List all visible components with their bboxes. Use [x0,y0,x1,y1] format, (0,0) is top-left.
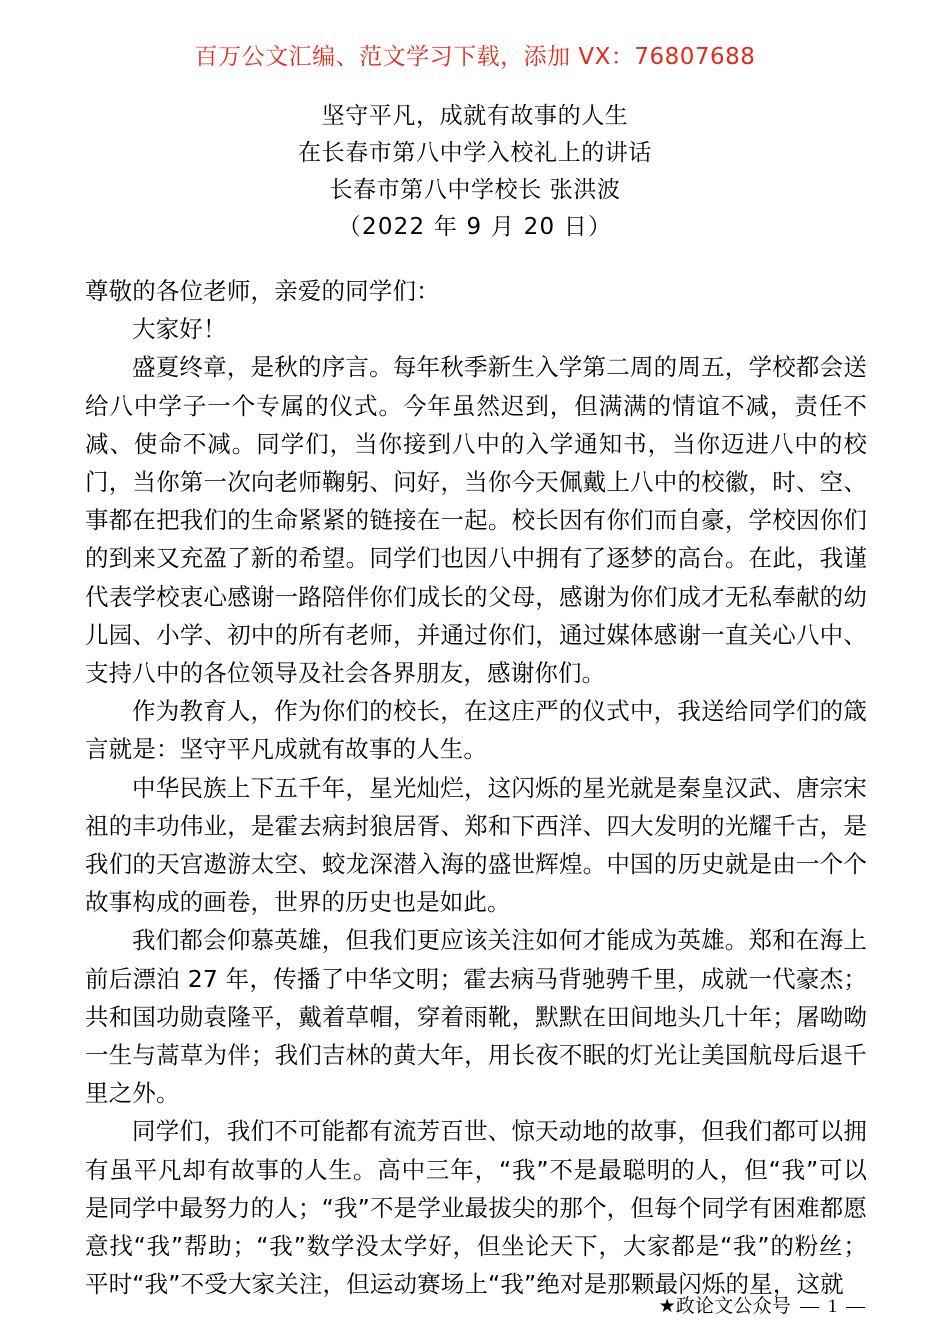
document-body [85,272,867,1303]
paragraph-ceremony: 盛夏终章，是秋的序言。每年秋季新生入学第二周的周五，学校都会送给八中学子一个专属的仪式。今年虽然迟到，但满满的情谊不减，责任不减、使命不减。同学们，当你接到八中的入学通知书，当你迈进八中的校门，当你第一次向老师鞠躬、问好，当你今天佩戴上八中的校徽，时、空、事都在把我们的生命紧紧的链接在一起。校长因有你们而自豪，学校因你们的到来又充盈了新的希望。同学们也因八中拥有了逐梦的高台。在此，我谨代表学校衷心感谢一路陪伴你们成长的父母，感谢为你们成才无私奉献的幼儿园、小学、初中的所有老师，并通过你们，通过媒体感谢一直关心八中、支持八中的各位领导及社会各界朋友，感谢你们。 [85,353,867,688]
document-title-block [0,98,950,246]
promo-banner-text: 百万公文汇编、范文学习下载，添加 VX：76807688 [194,44,756,70]
page-number: — 1 — [800,1296,867,1317]
title-date: （2022 年 9 月 20 日） [337,214,613,240]
paragraph-motto: 作为教育人，作为你们的校长，在这庄严的仪式中，我送给同学们的箴言就是：坚守平凡成就有故事的人生。 [85,697,867,764]
title-subtitle: 在长春市第八中学入校礼上的讲话 [298,140,652,166]
paragraph-history: 中华民族上下五千年，星光灿烂，这闪烁的星光就是秦皇汉武、唐宗宋祖的丰功伟业，是霍去病封狼居胥、郑和下西洋、四大发明的光耀千古，是我们的天宫遨游太空、蛟龙深潜入海的盛世辉煌。中国的历史就是由一个个故事构成的画卷，世界的历史也是如此。 [85,773,867,917]
footer-brand-label [659,1292,791,1320]
paragraph-salutation: 尊敬的各位老师，亲爱的同学们： [85,277,440,305]
paragraph-ordinary-life: 同学们，我们不可能都有流芳百世、惊天动地的故事，但我们都可以拥有虽平凡却有故事的人生。高中三年，“我”不是最聪明的人，但“我”可以是同学中最努力的人；“我”不是学业最拔尖的那个，但每个同学有困难都愿意找“我”帮助；“我”数学没太学好，但坐论天下，大家都是“我”的粉丝；平时“我”不受大家关注，但运动赛场上“我”绝对是那颗最闪烁的星，这就 [85,1117,867,1299]
footer-brand-text: 政论文公众号 [675,1295,791,1317]
star-icon: ★ [658,1295,676,1317]
title-main: 坚守平凡，成就有故事的人生 [321,103,629,129]
paragraph-heroes: 我们都会仰慕英雄，但我们更应该关注如何才能成为英雄。郑和在海上前后漂泊 27 年，传播了中华文明；霍去病马背驰骋千里，成就一代豪杰；共和国功勋袁隆平，戴着草帽，穿着雨靴，默默在田间地头几十年；屠呦呦一生与蒿草为伴；我们吉林的黄大年，用长夜不眠的灯光让美国航母后退千里之外。 [85,926,867,1108]
title-author: 长春市第八中学校长 张洪波 [329,177,621,203]
paragraph-greeting: 大家好！ [132,315,227,344]
page-footer [0,1292,950,1324]
footer-inner [659,1292,867,1321]
